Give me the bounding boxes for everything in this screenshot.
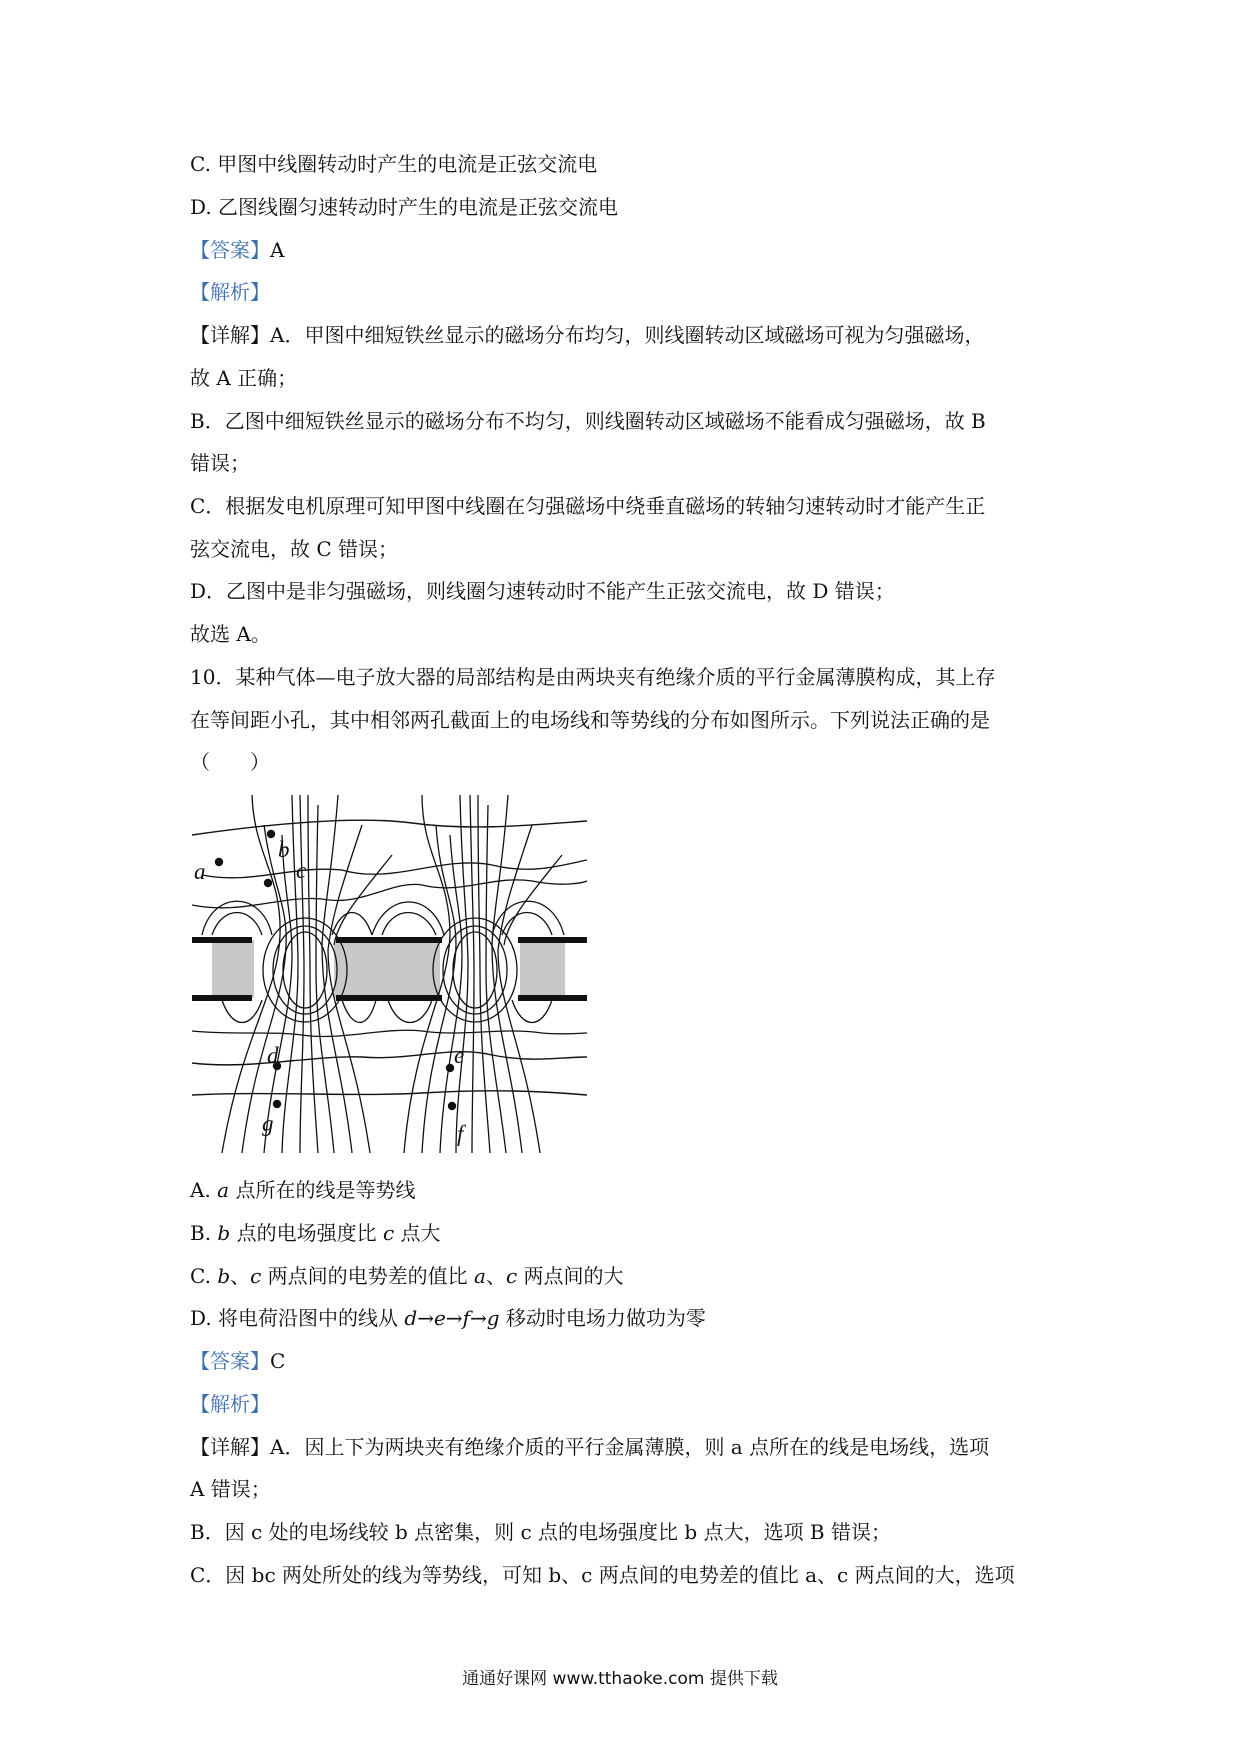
label-a: a [194,859,206,884]
answer-value: A [270,238,285,262]
question-10-b: 在等间距小孔，其中相邻两孔截面上的电场线和等势线的分布如图所示。下列说法正确的是 [190,708,990,732]
option-a: A. a 点所在的线是等势线 [190,1178,416,1202]
option-d-prev: D. 乙图线圈匀速转动时产生的电流是正弦交流电 [190,195,619,219]
point-a [215,858,223,866]
page-footer: 通通好课网 www.tthaoke.com 提供下载 [462,1669,778,1689]
detail-9-d: D．乙图中是非匀强磁场，则线圈匀速转动时不能产生正弦交流电，故 D 错误； [190,579,895,603]
point-c [264,879,272,887]
answer-10 [190,1349,285,1373]
analysis-10 [190,1392,270,1416]
point-b [267,830,275,838]
answer-tag: 【答案】 [190,1349,270,1373]
detail-9-c: C．根据发电机原理可知甲图中线圈在匀强磁场中绕垂直磁场的转轴匀速转动时才能产生正 [190,494,986,518]
label-c: c [296,858,307,883]
detail-9-b: B．乙图中细短铁丝显示的磁场分布不均匀，则线圈转动区域磁场不能看成匀强磁场，故 B [190,409,986,433]
detail-9-a: 【详解】A．甲图中细短铁丝显示的磁场分布均匀，则线圈转动区域磁场可视为匀强磁场， [190,323,985,347]
detail-9-b2: 错误； [190,451,250,475]
detail-10-a2: A 错误； [190,1477,271,1501]
point-g [273,1100,281,1108]
detail-9-a2: 故 A 正确； [190,366,298,390]
option-d: D. 将电荷沿图中的线从 d→e→f→g 移动时电场力做功为零 [190,1306,706,1330]
point-e [446,1064,454,1072]
analysis-tag: 【解析】 [190,1392,270,1416]
analysis-tag: 【解析】 [190,280,270,304]
question-10-c: （ ） [190,750,270,774]
label-b: b [278,837,290,862]
detail-10-a: 【详解】A．因上下为两块夹有绝缘介质的平行金属薄膜，则 a 点所在的线是电场线，选项 [190,1435,990,1459]
field-line-figure [192,795,587,1153]
detail-10-b: B．因 c 处的电场线较 b 点密集，则 c 点的电场强度比 b 点大，选项 B 错误； [190,1520,891,1544]
label-e: e [454,1043,465,1068]
detail-9-c2: 弦交流电，故 C 错误； [190,537,399,561]
answer-tag: 【答案】 [190,238,270,262]
point-f [448,1102,456,1110]
label-d: d [267,1043,279,1068]
option-c-prev: C. 甲图中线圈转动时产生的电流是正弦交流电 [190,152,598,176]
detail-9-e: 故选 A。 [190,622,271,646]
answer-value: C [270,1349,286,1373]
answer-9 [190,238,284,262]
detail-10-c: C．因 bc 两处所处的线为等势线，可知 b、c 两点间的电势差的值比 a、c 两点间的大，选项 [190,1563,1015,1587]
option-b: B. b 点的电场强度比 c 点大 [190,1221,441,1245]
label-g: g [262,1111,274,1136]
analysis-9 [190,280,270,304]
option-c: C. b、c 两点间的电势差的值比 a、c 两点间的大 [190,1264,624,1288]
question-10-a: 10．某种气体—电子放大器的局部结构是由两块夹有绝缘介质的平行金属薄膜构成，其上存 [190,665,996,689]
label-f: f [457,1121,464,1146]
